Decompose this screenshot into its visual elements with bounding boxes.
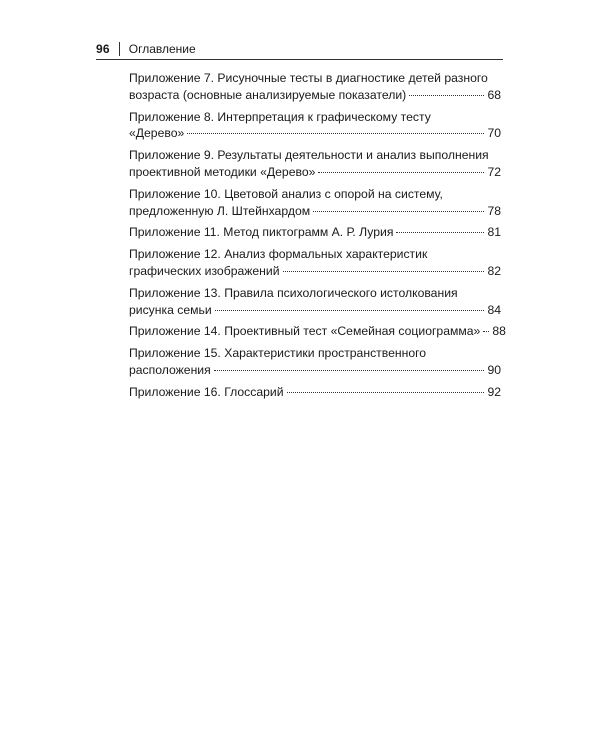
running-header [96, 38, 503, 60]
toc-page-number: 88 [492, 324, 506, 339]
toc-entry-10[interactable] [129, 186, 501, 220]
section-title: Оглавление [128, 42, 196, 56]
toc-entry-title-cont: расположения [129, 362, 211, 377]
toc-entry-13[interactable] [129, 285, 501, 319]
toc-page-number: 84 [487, 302, 501, 317]
toc-entry-title: Приложение 12. Анализ формальных характеристик [129, 247, 428, 262]
toc-entry-title: Приложение 14. Проективный тест «Семейная социограмма» [129, 324, 481, 339]
toc-entry-title: Приложение 11. Метод пиктограмм А. Р. Лурия [129, 225, 394, 240]
toc-entry-title-cont: графических изображений [129, 263, 280, 278]
toc-entry-title-cont: «Дерево» [129, 126, 185, 141]
toc-entry-title: Приложение 10. Цветовой анализ с опорой на систему, [129, 186, 443, 201]
toc-entry-title: Приложение 9. Результаты деятельности и анализ выполнения [129, 148, 489, 163]
toc-entry-title: Приложение 7. Рисуночные тесты в диагностике детей разного [129, 71, 488, 85]
toc-entry-title-cont: проективной методики «Дерево» [129, 164, 316, 179]
dot-leader [287, 392, 485, 393]
dot-leader [187, 133, 484, 134]
toc-entry-14[interactable] [129, 323, 506, 340]
dot-leader [318, 172, 484, 173]
table-of-contents [129, 70, 506, 406]
toc-entry-7[interactable] [129, 70, 501, 104]
toc-entry-16[interactable] [129, 384, 501, 401]
toc-page-number: 92 [487, 384, 501, 399]
toc-entry-title: Приложение 16. Глоссарий [129, 384, 284, 399]
toc-page-number: 78 [487, 203, 501, 218]
dot-leader [313, 211, 484, 212]
toc-page-number: 70 [487, 126, 501, 141]
header-separator [119, 42, 120, 56]
dot-leader [396, 232, 484, 233]
toc-entry-8[interactable] [129, 109, 501, 143]
toc-entry-12[interactable] [129, 246, 501, 280]
toc-entry-15[interactable] [129, 345, 501, 379]
toc-entry-title-cont: рисунка семьи [129, 302, 212, 317]
toc-entry-title-cont: предложенную Л. Штейнхардом [129, 203, 311, 218]
toc-entry-title: Приложение 15. Характеристики пространственного [129, 346, 427, 361]
dot-leader [215, 310, 485, 311]
toc-page-number: 90 [487, 362, 501, 377]
toc-page-number: 72 [487, 164, 501, 179]
toc-page-number: 81 [487, 225, 501, 240]
toc-entry-title: Приложение 8. Интерпретация к графическому тесту [129, 109, 431, 124]
dot-leader [483, 331, 489, 332]
dot-leader [283, 271, 485, 272]
dot-leader [409, 95, 484, 96]
toc-entry-9[interactable] [129, 147, 501, 181]
toc-entry-title-cont: возраста (основные анализируемые показатели) [129, 87, 407, 102]
toc-page-number: 68 [487, 87, 501, 102]
toc-entry-11[interactable] [129, 224, 501, 241]
toc-page-number: 82 [487, 263, 501, 278]
page-number: 96 [96, 42, 110, 56]
dot-leader [214, 370, 485, 371]
toc-entry-title: Приложение 13. Правила психологического истолкования [129, 285, 458, 300]
